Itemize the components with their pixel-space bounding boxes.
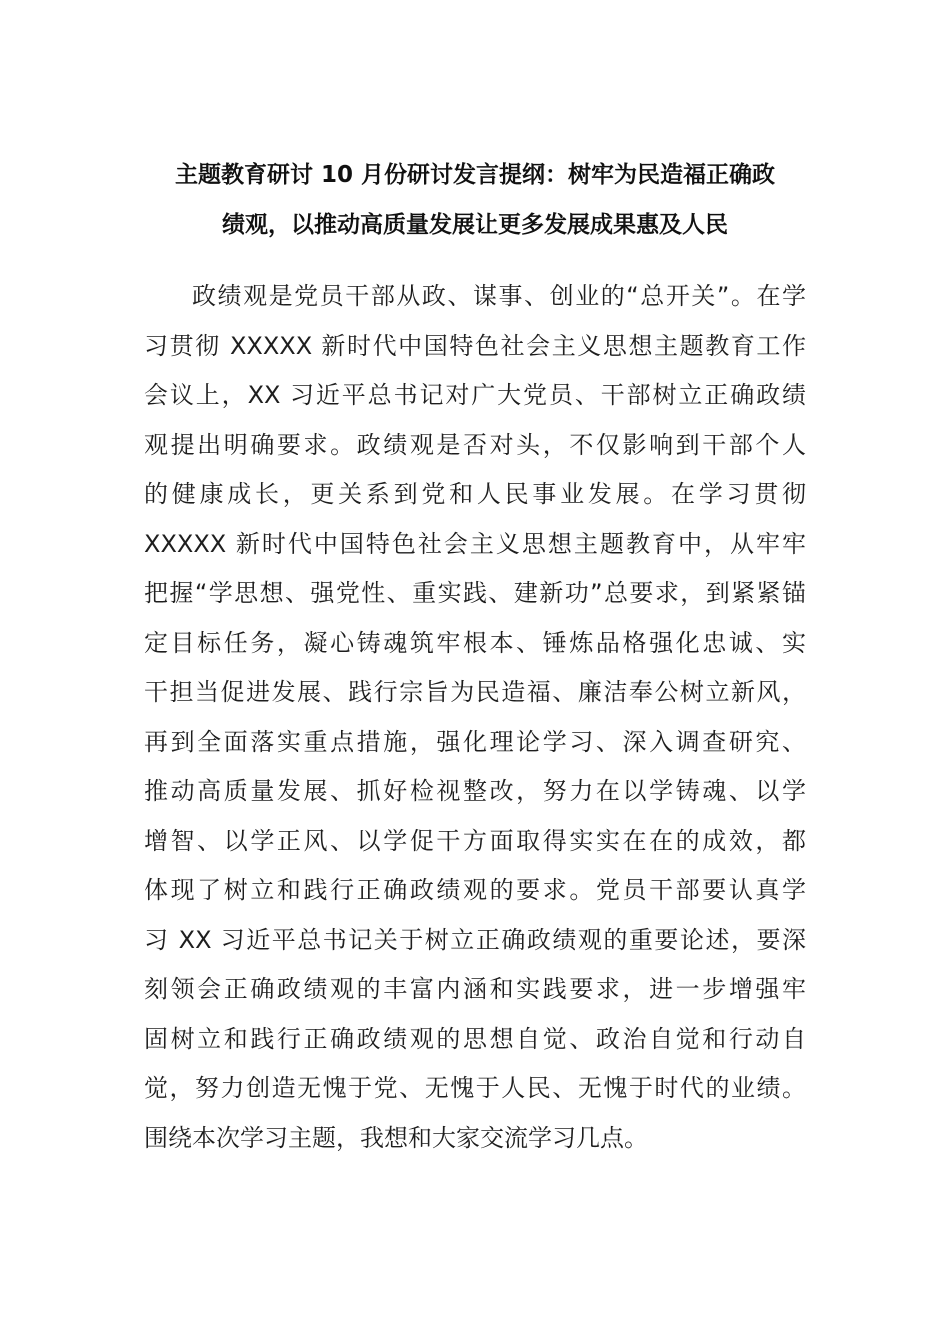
document-title bbox=[144, 150, 806, 250]
paragraph-line-14: 习 XX 习近平总书记关于树立正确政绩观的重要论述，要深 bbox=[144, 925, 806, 954]
body-paragraph bbox=[144, 272, 806, 1163]
paragraph-line-11: 推动高质量发展、抓好检视整改，努力在以学铸魂、以学 bbox=[144, 777, 806, 805]
paragraph-line-12: 增智、以学正风、以学促干方面取得实实在在的成效，都 bbox=[144, 826, 806, 855]
title-line-1: 主题教育研讨 10 月份研讨发言提纲：树牢为民造福正确政 bbox=[174, 162, 776, 188]
paragraph-line-16: 固树立和践行正确政绩观的思想自觉、政治自觉和行动自 bbox=[144, 1024, 806, 1053]
paragraph-line-8: 定目标任务，凝心铸魂筑牢根本、锤炼品格强化忠诚、实 bbox=[144, 628, 806, 657]
paragraph-line-1: 政绩观是党员干部从政、谋事、创业的“总开关”。在学 bbox=[192, 282, 806, 310]
paragraph-line-6: XXXXX 新时代中国特色社会主义思想主题教育中，从牢牢 bbox=[144, 529, 806, 558]
paragraph-line-5: 的健康成长，更关系到党和人民事业发展。在学习贯彻 bbox=[144, 480, 806, 508]
document-page bbox=[144, 150, 806, 1163]
title-line-2: 绩观，以推动高质量发展让更多发展成果惠及人民 bbox=[222, 212, 728, 238]
paragraph-line-3: 会议上，XX 习近平总书记对广大党员、干部树立正确政绩 bbox=[144, 381, 806, 409]
paragraph-line-17: 觉，努力创造无愧于党、无愧于人民、无愧于时代的业绩。 bbox=[144, 1074, 806, 1102]
paragraph-line-18: 围绕本次学习主题，我想和大家交流学习几点。 bbox=[144, 1123, 648, 1152]
paragraph-line-9: 干担当促进发展、践行宗旨为民造福、廉洁奉公树立新风， bbox=[144, 678, 806, 706]
paragraph-line-7: 把握“学思想、强党性、重实践、建新功”总要求，到紧紧锚 bbox=[144, 579, 806, 607]
paragraph-line-13: 体现了树立和践行正确政绩观的要求。党员干部要认真学 bbox=[144, 876, 806, 904]
paragraph-line-10: 再到全面落实重点措施，强化理论学习、深入调查研究、 bbox=[144, 727, 806, 756]
paragraph-line-15: 刻领会正确政绩观的丰富内涵和实践要求，进一步增强牢 bbox=[144, 975, 806, 1003]
paragraph-line-4: 观提出明确要求。政绩观是否对头，不仅影响到干部个人 bbox=[144, 430, 806, 459]
paragraph-line-2: 习贯彻 XXXXX 新时代中国特色社会主义思想主题教育工作 bbox=[144, 331, 806, 360]
